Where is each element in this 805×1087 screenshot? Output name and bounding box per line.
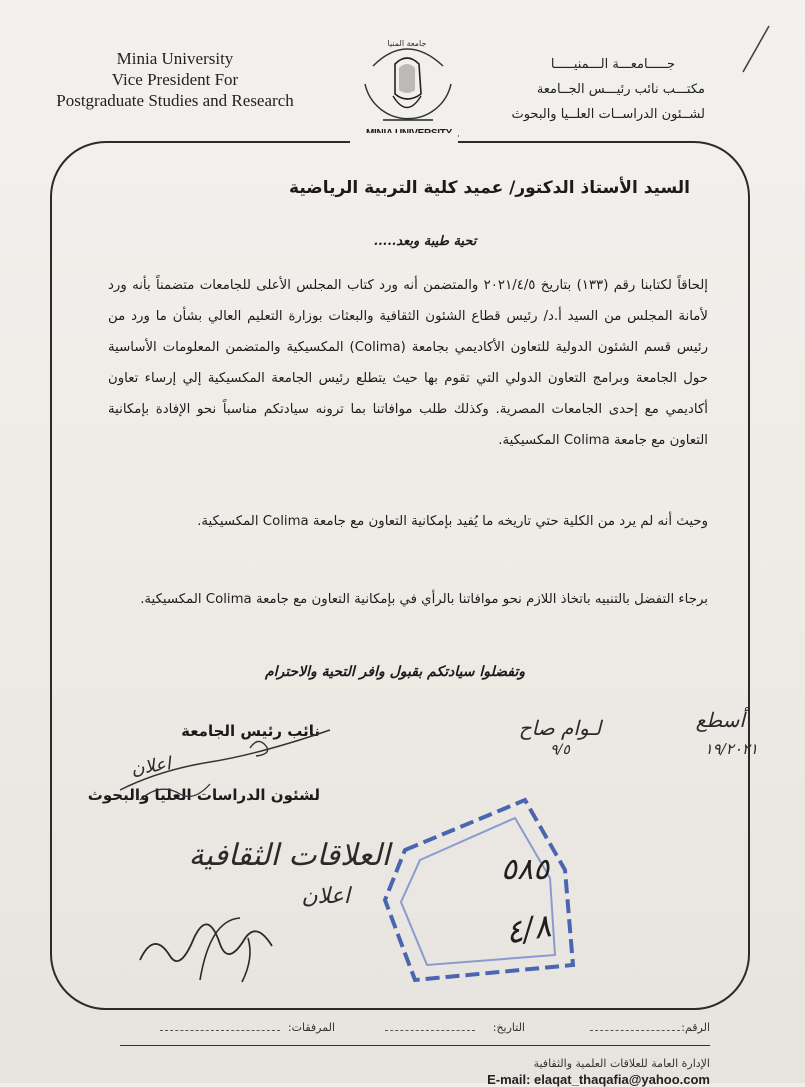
paragraph-1: إلحاقاً لكتابنا رقم (١٣٣) بتاريخ ٢٠٢١/٤/٥ والمتضمن أنه ورد كتاب المجلس الأعلى للجامعات متضمناً بأنه ورد لأمانة المجلس من السيد أ.د/ رئيس قطاع الشئون الثقافية والبعثات بوزارة التعليم العالي بشأن ما ورد من رئيس قسم الشئون الدولية للتعاون الأكاديمي بجامعة (Colima) المكسيكية والمتضمن المعلومات الأساسية حول الجامعة وبرامج التعاون الدولي التي تقوم بها حيث يتطلع رئيس الجامعة المكسيكية إلي إرساء تعاون أكاديمي مع إحدى الجامعات المصرية. وكذلك طلب موافاتنا بما ترونه سيادتكم مناسباً نحو الإفادة بإمكانية التعاون مع جامعة Colima المكسيكية.	[108, 278, 708, 448]
handwritten-signature	[130, 900, 290, 995]
paragraph-3: برجاء التفضل بالتنبيه باتخاذ اللازم نحو موافاتنا بالرأي في بإمكانية التعاون مع جامعة Colima المكسيكية.	[140, 592, 708, 607]
handwritten-date-right: ١٩/٢٠٢١	[704, 740, 758, 758]
footer-ref-line	[590, 1030, 680, 1031]
paragraph-2: وحيث أنه لم يرد من الكلية حتي تاريخه ما يُفيد بإمكانية التعاون مع جامعة Colima المكسيكية.	[197, 514, 708, 529]
handwritten-date-mid: ٩/٥	[550, 742, 570, 758]
footer-date-line	[385, 1030, 475, 1031]
stamp-date: ٤/٨	[502, 906, 554, 952]
handwritten-note-mid: لـوام صاح	[518, 716, 602, 740]
signature-title-2: لشئون الدراسات العليا والبحوث	[87, 786, 320, 804]
handwritten-initials: اعلان	[129, 753, 173, 780]
addressee: السيد الأستاذ الدكتور/ عميد كلية التربية الرياضية	[289, 178, 690, 198]
header-en-line3: Postgraduate Studies and Research	[56, 91, 294, 110]
closing-line: وتفضلوا سيادتكم بقبول وافر التحية والاحترام	[264, 664, 526, 680]
header-en-line1: Minia University	[116, 49, 234, 68]
pen-stroke-mark	[735, 22, 775, 78]
footer-fields	[120, 1021, 710, 1039]
english-header	[40, 48, 310, 111]
handwritten-note-right: أسطع	[695, 708, 745, 732]
header-ar-line1: جـــــامعـــة الـــمنيـــــا	[550, 57, 675, 72]
stamp-number: ٥٨٥	[500, 852, 550, 887]
footer-attach-line	[160, 1030, 280, 1031]
svg-text:جامعة المنيا: جامعة المنيا	[387, 39, 427, 48]
footer-date-label: التاريخ:	[492, 1021, 525, 1034]
arabic-header	[480, 52, 705, 127]
handwritten-dept: العلاقات الثقافية	[188, 838, 390, 873]
header-ar-line2: مكتـــب نائب رئيـــس الجــامعة	[536, 82, 705, 97]
signature-scribble	[100, 700, 360, 820]
footer-ref-label: الرقم:	[681, 1021, 710, 1034]
frame-gap	[350, 133, 458, 149]
footer-rule	[120, 1045, 710, 1046]
footer-org: الإدارة العامة للعلاقات العلمية والثقافية	[533, 1057, 710, 1070]
header-en-line2: Vice President For	[111, 70, 239, 89]
footer-email: E-mail: elaqat_thaqafia@yahoo.com	[487, 1072, 710, 1087]
signature-title-1: نائب رئيس الجامعة	[181, 722, 320, 740]
footer-attach-label: المرفقات:	[287, 1021, 335, 1034]
received-stamp	[365, 790, 605, 990]
greeting: تحية طيبة وبعد.....	[373, 234, 477, 249]
university-logo	[355, 24, 460, 149]
header-ar-line3: لشــئون الدراســات العلــيا والبحوث	[511, 107, 705, 122]
handwritten-dept-2: اعلان	[301, 884, 350, 909]
